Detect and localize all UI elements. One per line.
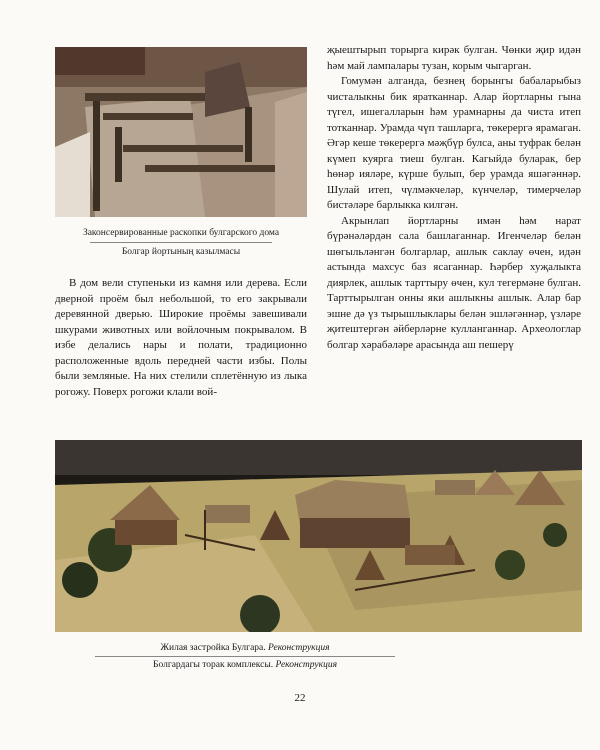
caption-divider: [95, 656, 395, 657]
photo2-caption: [55, 643, 435, 670]
photo2-caption-tt: Болгардагы торак комплексы.: [153, 660, 274, 670]
settlement-model-photo: [55, 440, 582, 632]
photo2-caption-ru-line: [55, 643, 435, 653]
paragraph: В дом вели ступеньки из камня или дерева. Если дверной проём был небольшой, то его закрывали деревянной дверью. Широкие проёмы завешивали шкурами животных или войлочным покрывалом. В избе делались нары и полати, традиционно расположенные вдоль передней части избы. Полы были земляные. На них стелили сплетённую из лыка рогожу. Поверх рогожи клали вой-: [55, 277, 307, 398]
paragraph: җыештырып торырга кирәк булган. Чөнки җир идән һәм май лампалары тузан, корым чыгарган.: [327, 44, 581, 72]
right-text-column: [327, 43, 581, 353]
photo2-caption-tt-italic: Реконструкция: [275, 660, 337, 670]
photo1-caption-tt: Болгар йортының казылмасы: [121, 247, 241, 257]
left-text-column: [55, 276, 307, 400]
page-number: 22: [294, 692, 306, 704]
photo2-caption-tt-line: [55, 660, 435, 670]
photo2-caption-ru-italic: Реконструкция: [268, 643, 330, 653]
photo1-caption-ru: Законсервированные раскопки булгарского дома: [82, 228, 280, 238]
excavation-photo: [55, 47, 307, 217]
paragraph: Гомумән алганда, безнең борынгы бабаларыбыз чисталыкны бик яратканнар. Алар йортларны гына түгел, ишегалларын һәм урамнарны да чиста итеп тотканнар. Урамда чүп ташларга, төкерергә ярамаган. Әгәр кеше төкерергә мәҗбүр булса, аны туфрак белән күмеп куярга тиеш булган. Кагыйдә буларак, бер һөнәр ияләре, күрше булып, бер урамда яшәгәннәр. Шулай итеп, чүлмәкчеләр, күнчеләр, тимерчеләр бистәләре барлыкка килгән.: [327, 75, 581, 211]
photo2-caption-ru: Жилая застройка Булгара.: [160, 643, 266, 653]
caption-divider: [90, 242, 272, 243]
paragraph: Акрынлап йортларны имән һәм нарат бүрәнәләрдән сала башлаганнар. Игенчеләр белән шөгыльләнгән болгарлар, ашлык саклау өчен, идән астында махсус баз ясаганнар. Һәрбер хуҗалыкта диярлек, ашлык тарттыру өчен, кул тегермәне булган. Тарттырылган онны яки ашлыкны ашлык. Алар бар эшне дә үз тырышлыклары белән эшләгәннәр, үзләре җитештергән әйберләрне кулланганнар. Археологлар болгар хәрабәләре арасында аш пешерү: [327, 214, 581, 351]
